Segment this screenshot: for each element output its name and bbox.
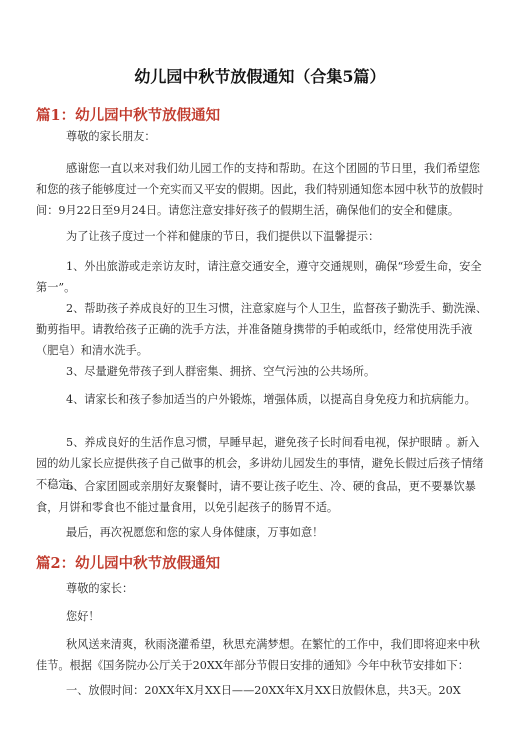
section-1-tip-2: 2、帮助孩子养成良好的卫生习惯，注意家庭与个人卫生，监督孩子勤洗手、勤洗澡、勤剪指甲。请教给孩子正确的洗手方法，并准备随身携带的手帕或纸巾，经常使用洗手液（肥皂）和清水洗手。 — [36, 302, 488, 357]
section-1-tip-6: 6、合家团圆或亲朋好友聚餐时，请不要让孩子吃生、冷、硬的食品，更不要暴饮暴食，月饼和零食也不能过量食用，以免引起孩子的肠胃不适。 — [36, 480, 476, 514]
section-1-paragraph-tips-lead: 为了让孩子度过一个祥和健康的节日，我们提供以下温馨提示： — [66, 230, 380, 243]
section-1-tip-5: 5、养成良好的生活作息习惯，早睡早起，避免孩子长时间看电视，保护眼睛 。新入园的幼儿家长应提供孩子自己做事的机会，多讲幼儿园发生的事情，避免长假过后孩子情绪不稳定。 — [36, 436, 484, 491]
document-title: 幼儿园中秋节放假通知（合集5篇） — [134, 67, 386, 86]
section-2-paragraph-intro: 秋风送来清爽，秋雨浇灌希望，秋思充满梦想。在繁忙的工作中，我们即将迎来中秋佳节。根据《国务院办公厅关于20XX年部分节假日安排的通知》今年中秋节安排如下： — [36, 638, 480, 672]
section-1-heading: 篇1：幼儿园中秋节放假通知 — [36, 107, 221, 124]
section-1-tip-1: 1、外出旅游或走亲访友时，请注意交通安全，遵守交通规则，确保“珍爱生命，安全第一”。 — [36, 260, 482, 294]
section-1-paragraph-intro: 感谢您一直以来对我们幼儿园工作的支持和帮助。在这个团圆的节日里，我们希望您和您的孩子能够度过一个充实而又平安的假期。因此，我们特别通知您本园中秋节的放假时间：9月22日至9月24日。请您注意安排好孩子的假期生活，确保他们的安全和健康。 — [36, 162, 484, 217]
section-2-heading: 篇2：幼儿园中秋节放假通知 — [36, 555, 221, 572]
section-1-salutation: 尊敬的家长朋友： — [66, 130, 156, 143]
section-1-tip-4: 4、请家长和孩子参加适当的户外锻炼，增强体质，以提高自身免疫力和抗病能力。 — [66, 393, 476, 406]
section-2-greeting: 您好！ — [66, 610, 100, 623]
section-1-closing: 最后，再次祝愿您和您的家人身体健康，万事如意！ — [66, 526, 324, 539]
section-2-salutation: 尊敬的家长： — [66, 582, 134, 595]
section-2-holiday-time: 一、放假时间：20XX年X月XX日——20XX年X月XX日放假休息，共3天。20X — [66, 684, 461, 697]
section-1-tip-3: 3、尽量避免带孩子到人群密集、拥挤、空气污浊的公共场所。 — [66, 365, 376, 378]
